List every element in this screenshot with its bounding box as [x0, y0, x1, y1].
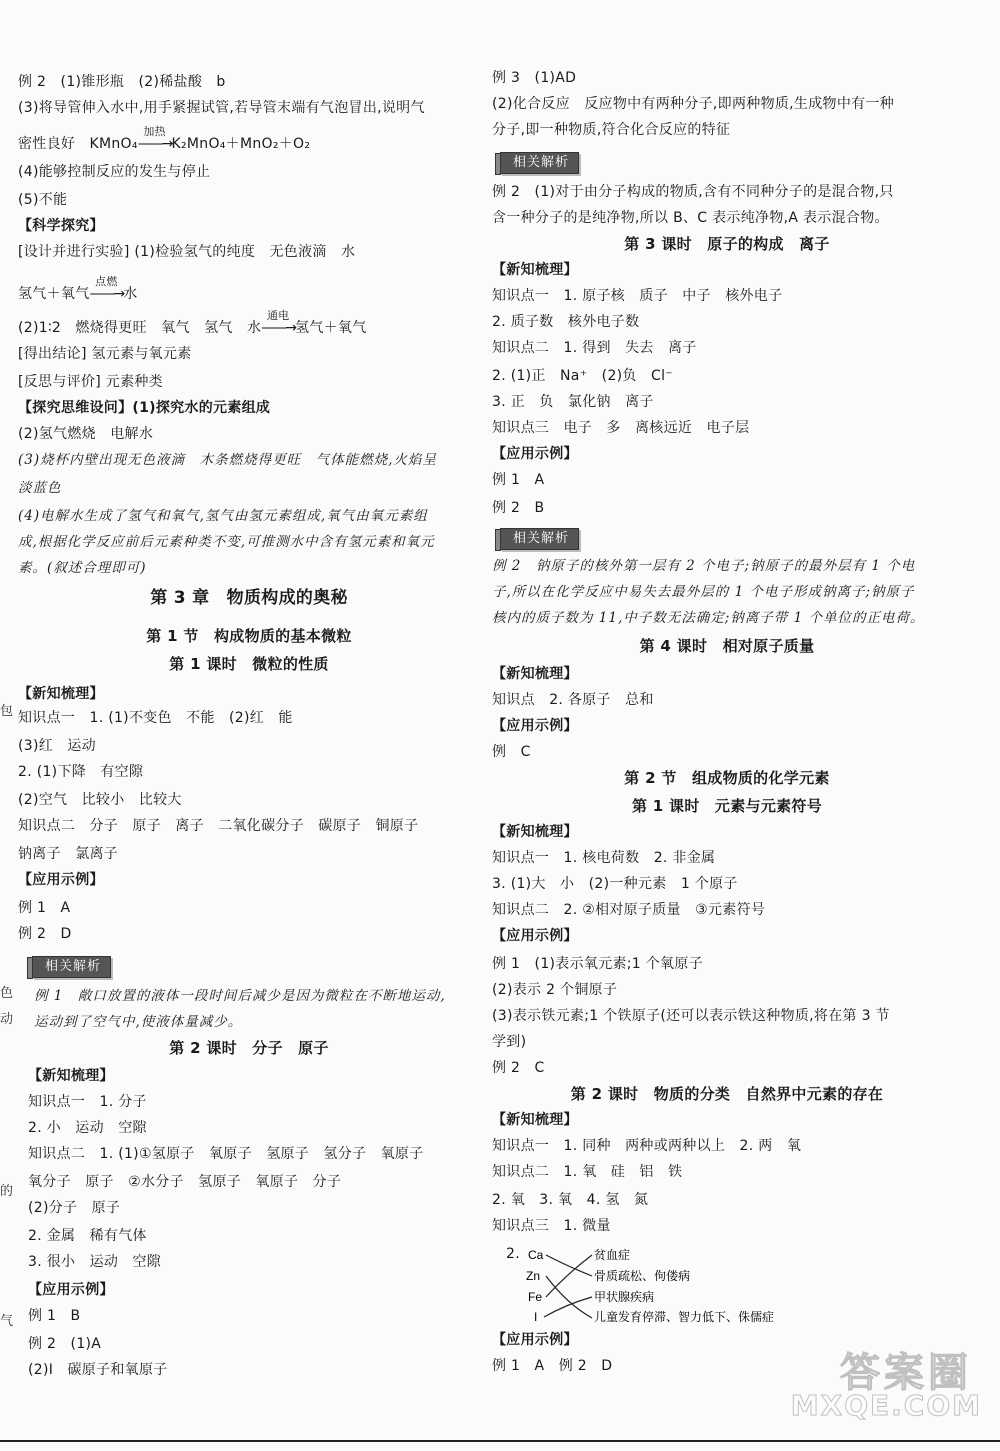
section-label: 【新知梳理】 — [492, 666, 578, 682]
answer-line: 例 3 (1)AD — [492, 70, 577, 86]
section-label: 【应用示例】 — [28, 1282, 114, 1298]
match-line-fe — [546, 1255, 592, 1297]
lesson-title: 第 4 课时 相对原子质量 — [639, 637, 815, 655]
answer-line: 知识点二 1. 得到 失去 离子 — [492, 340, 697, 356]
chapter-title: 第 3 章 物质构成的奥秘 — [150, 588, 348, 608]
reaction-arrow: 通电 ——→ — [261, 309, 296, 336]
answer-line: 3. 正 负 氯化钠 离子 — [492, 394, 654, 410]
section-label: 【新知梳理】 — [492, 262, 578, 278]
answer-line: 例 2 D — [18, 926, 72, 942]
match-right-osteoporosis: 骨质疏松、佝偻病 — [594, 1269, 691, 1283]
margin-fragment: 动 — [0, 1012, 14, 1027]
answer-line: 知识点一 1. (1)不变色 不能 (2)红 能 — [18, 710, 293, 726]
answer-line: (3)表示铁元素;1 个铁原子(还可以表示铁这种物质,将在第 3 节 — [492, 1008, 890, 1024]
match-right-anemia: 贫血症 — [594, 1248, 631, 1262]
answer-line: 3. 很小 运动 空隙 — [28, 1254, 162, 1270]
answer-line: 例 1 A — [492, 472, 545, 488]
match-left-i: I — [534, 1310, 538, 1324]
answer-line: 知识点一 1. 核电荷数 2. 非金属 — [492, 850, 716, 866]
related-analysis-label: 相关解析 — [500, 528, 579, 550]
answer-line: 例 2 C — [492, 1060, 545, 1076]
lesson-title: 第 1 课时 微粒的性质 — [169, 655, 329, 673]
reaction-arrow: 加热 ——→ — [137, 125, 172, 152]
answer-line: 知识点一 1. 原子核 质子 中子 核外电子 — [492, 288, 783, 304]
footer-rule — [0, 1440, 1000, 1442]
answer-line: 例 2 (1)对于由分子构成的物质,含有不同种分子的是混合物,只 — [492, 184, 894, 200]
answer-line: (2)分子 原子 — [28, 1200, 121, 1216]
answer-line: 2. (1)正 Na⁺ (2)负 Cl⁻ — [492, 368, 673, 384]
answer-line: 知识点三 电子 多 离核远近 电子层 — [492, 420, 750, 436]
answer-line: 2. (1)下降 有空隙 — [18, 764, 144, 780]
lesson-title: 第 1 课时 元素与元素符号 — [631, 797, 823, 815]
section-label: 【新知梳理】 — [492, 1112, 578, 1128]
answer-line: 例 C — [492, 744, 531, 760]
answer-line: 子,所以在化学反应中易失去最外层的 1 个电子形成钠离子;钠原子 — [492, 584, 915, 600]
answer-line: 例 1 敞口放置的液体一段时间后减少是因为微粒在不断地运动, — [34, 988, 446, 1004]
section-label: 【应用示例】 — [492, 1332, 578, 1348]
answer-line: 知识点一 1. 分子 — [28, 1094, 147, 1110]
answer-line: 知识点二 1. (1)①氢原子 氧原子 氢原子 氢分子 氧原子 — [28, 1146, 424, 1162]
answer-line: (3)烧杯内壁出现无色液滴 木条燃烧得更旺 气体能燃烧,火焰呈 — [18, 452, 437, 468]
section-label: 【科学探究】 — [18, 218, 104, 234]
answer-line: 3. (1)大 小 (2)一种元素 1 个原子 — [492, 876, 738, 892]
lesson-title: 第 2 课时 分子 原子 — [169, 1039, 329, 1057]
equation-kmno4: 密性良好 KMnO₄ 加热 ——→K₂MnO₄＋MnO₂＋O₂ — [18, 125, 311, 152]
section-title: 第 2 节 组成物质的化学元素 — [624, 769, 830, 787]
answer-line: 2. 质子数 核外电子数 — [492, 314, 640, 330]
section-label: 【新知梳理】 — [28, 1068, 114, 1084]
answer-line: (4)能够控制反应的发生与停止 — [18, 164, 211, 180]
answer-line: (4)电解水生成了氢气和氧气,氢气由氢元素组成,氧气由氧元素组 — [18, 508, 428, 524]
answer-line: (2)空气 比较小 比较大 — [18, 792, 182, 808]
answer-line: 知识点三 1. 微量 — [492, 1218, 611, 1234]
match-left-ca: Ca — [528, 1248, 544, 1262]
answer-line: 知识点 2. 各原子 总和 — [492, 692, 654, 708]
reaction-arrow: 点燃 ——→ — [89, 275, 124, 302]
answer-line: 运动到了空气中,使液体量减少。 — [34, 1014, 243, 1030]
section-label: 【应用示例】 — [492, 718, 578, 734]
answer-line: (2)Ⅰ 碳原子和氧原子 — [28, 1362, 168, 1378]
answer-line: 含一种分子的是纯净物,所以 B、C 表示纯净物,A 表示混合物。 — [492, 210, 889, 226]
answer-line: 例 2 (1)A — [28, 1336, 102, 1352]
answer-line: 核内的质子数为 11,中子数无法确定;钠离子带 1 个单位的正电荷。 — [492, 610, 925, 626]
answer-line: 钠离子 氯离子 — [18, 846, 119, 862]
margin-fragment: 包 — [0, 704, 14, 719]
answer-line: 例 1 A — [18, 900, 71, 916]
section-label: 【新知梳理】 — [492, 824, 578, 840]
answer-line: 学到) — [492, 1034, 527, 1050]
answer-line: 知识点一 1. 同种 两种或两种以上 2. 两 氧 — [492, 1138, 802, 1154]
section-label: 【应用示例】 — [18, 872, 104, 888]
section-label: 【应用示例】 — [492, 446, 578, 462]
answer-line: [反思与评价] 元素种类 — [18, 374, 163, 390]
answer-line: 知识点二 1. 氧 硅 铝 铁 — [492, 1164, 683, 1180]
answer-line: 【探究思维设问】(1)探究水的元素组成 — [18, 400, 271, 416]
answer-line: (5)不能 — [18, 192, 68, 208]
equation-electrolysis: (2)1∶2 燃烧得更旺 氧气 氢气 水 通电 ——→氢气＋氧气 — [18, 309, 367, 336]
related-analysis-label: 相关解析 — [32, 956, 111, 978]
answer-line: 例 1 A 例 2 D — [492, 1358, 613, 1374]
answer-line: (2)表示 2 个铜原子 — [492, 982, 618, 998]
answer-line: 分子,即一种物质,符合化合反应的特征 — [492, 122, 731, 138]
margin-fragment: 的 — [0, 1184, 14, 1199]
section-title: 第 1 节 构成物质的基本微粒 — [146, 627, 352, 645]
answer-line: 例 2 (1)锥形瓶 (2)稀盐酸 b — [18, 74, 226, 90]
answer-line: 知识点二 分子 原子 离子 二氧化碳分子 碳原子 铜原子 — [18, 818, 419, 834]
watermark-logo: 答案圈 MXQE.COM — [790, 1350, 982, 1422]
element-matching-diagram — [522, 1244, 862, 1326]
equation-hydrogen-combustion: 氢气＋氧气 点燃 ——→水 — [18, 275, 138, 302]
match-left-zn: Zn — [526, 1269, 541, 1283]
answer-line: 例 2 B — [492, 500, 545, 516]
answer-line: [设计并进行实验] (1)检验氢气的纯度 无色液滴 水 — [18, 244, 356, 260]
answer-line: 氧分子 原子 ②水分子 氢原子 氧原子 分子 — [28, 1174, 342, 1190]
match-line-ca — [546, 1255, 592, 1276]
answer-line: 例 1 B — [28, 1308, 81, 1324]
match-right-thyroid: 甲状腺疾病 — [594, 1290, 655, 1304]
answer-line: 2. 氧 3. 氧 4. 氢 氮 — [492, 1192, 649, 1208]
answer-line: 2. 金属 稀有气体 — [28, 1228, 147, 1244]
match-left-fe: Fe — [528, 1290, 543, 1304]
answer-line: 例 1 (1)表示氧元素;1 个氧原子 — [492, 956, 703, 972]
section-label: 【新知梳理】 — [18, 686, 104, 702]
answer-line: 知识点二 2. ②相对原子质量 ③元素符号 — [492, 902, 766, 918]
matching-number: 2. — [506, 1246, 520, 1262]
answer-line: [得出结论] 氢元素与氧元素 — [18, 346, 192, 362]
margin-fragment: 气 — [0, 1314, 14, 1329]
related-analysis-label: 相关解析 — [500, 152, 579, 174]
answer-line: 2. 小 运动 空隙 — [28, 1120, 147, 1136]
answer-line: 成,根据化学反应前后元素种类不变,可推测水中含有氢元素和氧元 — [18, 534, 435, 550]
lesson-title: 第 2 课时 物质的分类 自然界中元素的存在 — [570, 1085, 884, 1103]
answer-line: 素。(叙述合理即可) — [18, 560, 147, 576]
answer-line: (2)氢气燃烧 电解水 — [18, 426, 154, 442]
answer-line: 例 2 钠原子的核外第一层有 2 个电子;钠原子的最外层有 1 个电 — [492, 558, 916, 574]
answer-line: (3)将导管伸入水中,用手紧握试管,若导管末端有气泡冒出,说明气 — [18, 100, 425, 116]
match-right-growth: 儿童发育停滞、智力低下、侏儒症 — [594, 1310, 775, 1324]
lesson-title: 第 3 课时 原子的构成 离子 — [624, 235, 830, 253]
answer-line: (3)红 运动 — [18, 738, 96, 754]
answer-line: (2)化合反应 反应物中有两种分子,即两种物质,生成物中有一种 — [492, 96, 895, 112]
answer-line: 淡蓝色 — [18, 480, 62, 496]
margin-fragment: 色 — [0, 986, 14, 1001]
section-label: 【应用示例】 — [492, 928, 578, 944]
